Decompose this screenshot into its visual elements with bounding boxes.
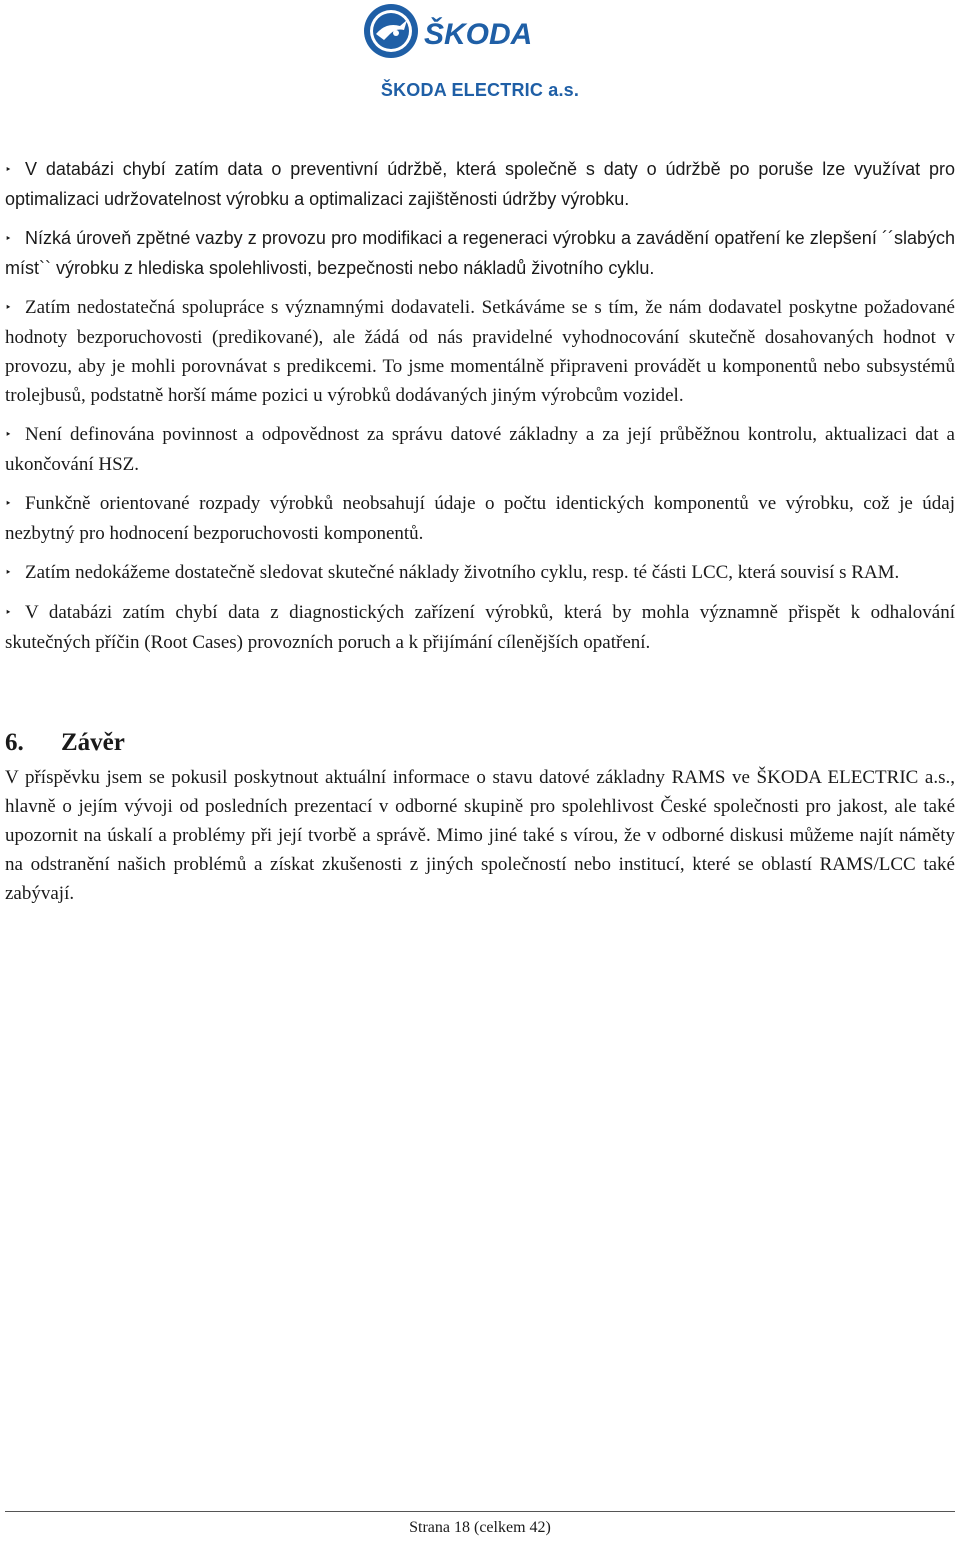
footer-divider <box>5 1511 955 1512</box>
bullet-item: ‣ V databázi chybí zatím data o preventivní údržbě, která společně s daty o údržbě po poruše lze využívat pro optimalizaci udržovatelnost výrobku a optimalizaci zajištěnosti údržby výrobku. <box>5 155 955 214</box>
bullet-item: ‣ Nízká úroveň zpětné vazby z provozu pro modifikaci a regeneraci výrobku a zavádění opatření ke zlepšení ´´slabých míst`` výrobku z hlediska spolehlivosti, bezpečnosti nebo nákladů životního cyklu. <box>5 224 955 283</box>
company-name: ŠKODA ELECTRIC a.s. <box>380 80 580 100</box>
skoda-logo <box>360 0 540 62</box>
bullet-marker-icon: ‣ <box>5 429 12 441</box>
bullet-marker-icon: ‣ <box>5 233 12 245</box>
section-heading <box>5 727 955 759</box>
bullet-marker-icon: ‣ <box>5 498 12 510</box>
bullet-item: ‣ Zatím nedokážeme dostatečně sledovat skutečné náklady životního cyklu, resp. té části LCC, která souvisí s RAM. <box>5 558 955 588</box>
section-title: Závěr <box>61 729 125 756</box>
document-body <box>5 155 955 908</box>
bullet-item: ‣ V databázi zatím chybí data z diagnostických zařízení výrobků, která by mohla významně přispět k odhalování skutečných příčin (Root Cases) provozních poruch a k přijímání cílenějších opatření. <box>5 598 955 657</box>
bullet-item: ‣ Zatím nedostatečná spolupráce s významnými dodavateli. Setkáváme se s tím, že nám dodavatel poskytne požadované hodnoty bezporuchovosti (predikované), ale žádá od nás pravidelné vyhodnocování skutečně dosahovaných hodnot v provozu, aby je mohli porovnávat s predikcemi. To jsme momentálně připraveni provádět u komponentů nebo subsystémů trolejbusů, podstatně horší máme pozici u výrobků dodávaných jiným výrobcům vozidel. <box>5 293 955 410</box>
section-paragraph: V příspěvku jsem se pokusil poskytnout aktuální informace o stavu datové základny RAMS ve ŠKODA ELECTRIC a.s., hlavně o jejím vývoji od posledních prezentací v odborné skupině pro spolehlivost České společnosti pro jakost, ale také upozornit na úskalí a problémy při její tvorbě a správě. Mimo jiné také s vírou, že v odborné diskusi můžeme najít náměty na odstranění našich problémů a získat zkušenosti z jiných společností nebo institucí, které se oblastí RAMS/LCC také zabývají. <box>5 767 955 904</box>
skoda-logo-icon <box>360 0 540 62</box>
bullet-marker-icon: ‣ <box>5 302 12 314</box>
bullet-item: ‣ Funkčně orientované rozpady výrobků neobsahují údaje o počtu identických komponentů ve výrobku, což je údaj nezbytný pro hodnocení bezporuchovosti komponentů. <box>5 489 955 548</box>
bullet-item: ‣ Není definována povinnost a odpovědnost za správu datové základny a za její průběžnou kontrolu, aktualizaci dat a ukončování HSZ. <box>5 420 955 479</box>
bullet-marker-icon: ‣ <box>5 567 12 579</box>
page-footer: Strana 18 (celkem 42) <box>409 1519 551 1536</box>
section-number: 6. <box>5 729 24 756</box>
logo-wordmark: ŠKODA <box>424 18 533 51</box>
bullet-marker-icon: ‣ <box>5 164 12 176</box>
bullet-marker-icon: ‣ <box>5 607 12 619</box>
page-header <box>0 0 960 110</box>
